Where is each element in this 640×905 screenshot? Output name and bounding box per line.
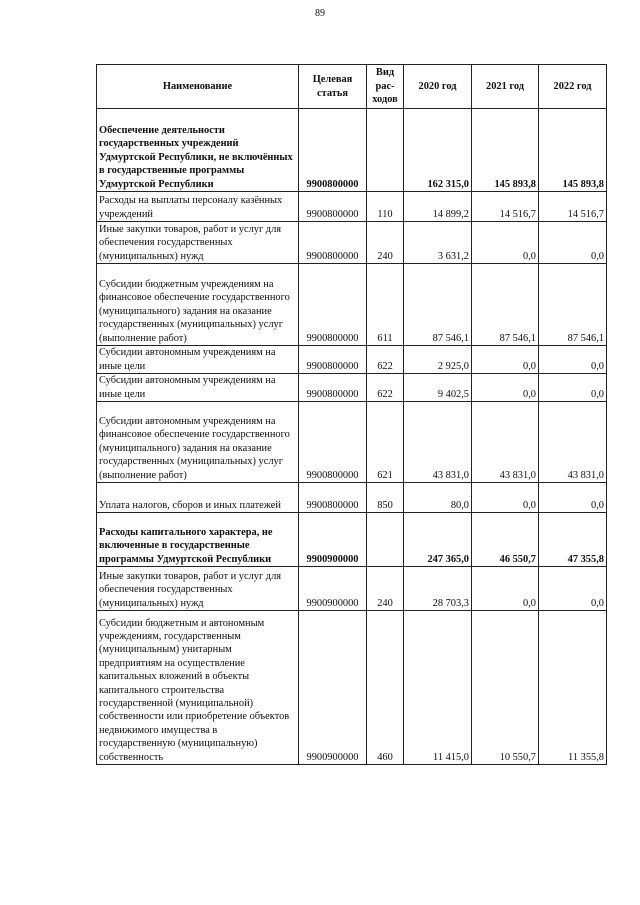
row-value-2021: 0,0 bbox=[472, 346, 539, 374]
row-value-2020: 9 402,5 bbox=[404, 374, 472, 402]
row-expense-kind: 622 bbox=[367, 374, 404, 402]
table-row bbox=[97, 192, 607, 222]
header-expense-kind: Вид рас-ходов bbox=[367, 65, 404, 109]
row-value-2020: 247 365,0 bbox=[404, 513, 472, 567]
row-value-2022: 14 516,7 bbox=[539, 192, 607, 222]
row-value-2022: 0,0 bbox=[539, 222, 607, 264]
row-target-article: 9900800000 bbox=[299, 222, 367, 264]
row-target-article: 9900800000 bbox=[299, 402, 367, 483]
row-value-2021: 43 831,0 bbox=[472, 402, 539, 483]
row-expense-kind: 460 bbox=[367, 611, 404, 765]
table-row bbox=[97, 513, 607, 567]
table-row bbox=[97, 567, 607, 611]
row-name: Обеспечение деятельности государственных учреждений Удмуртской Республики, не включённых в государственные программы Удмуртской Республики bbox=[97, 109, 299, 192]
row-target-article: 9900900000 bbox=[299, 513, 367, 567]
table-row bbox=[97, 264, 607, 346]
table-row bbox=[97, 346, 607, 374]
row-target-article: 9900800000 bbox=[299, 264, 367, 346]
row-expense-kind: 622 bbox=[367, 346, 404, 374]
row-name: Субсидии автономным учреждениям на иные цели bbox=[97, 374, 299, 402]
row-value-2022: 0,0 bbox=[539, 567, 607, 611]
row-value-2020: 14 899,2 bbox=[404, 192, 472, 222]
header-name: Наименование bbox=[97, 65, 299, 109]
header-2021: 2021 год bbox=[472, 65, 539, 109]
row-expense-kind: 240 bbox=[367, 567, 404, 611]
row-expense-kind bbox=[367, 109, 404, 192]
row-value-2020: 162 315,0 bbox=[404, 109, 472, 192]
row-value-2022: 47 355,8 bbox=[539, 513, 607, 567]
row-value-2020: 2 925,0 bbox=[404, 346, 472, 374]
row-expense-kind: 240 bbox=[367, 222, 404, 264]
row-name: Субсидии автономным учреждениям на иные цели bbox=[97, 346, 299, 374]
row-name: Уплата налогов, сборов и иных платежей bbox=[97, 483, 299, 513]
row-value-2021: 10 550,7 bbox=[472, 611, 539, 765]
row-value-2020: 87 546,1 bbox=[404, 264, 472, 346]
row-name: Субсидии бюджетным и автономным учреждениям, государственным (муниципальным) унитарным предприятиям на осуществление капитальных вложений в объекты капитального строительства государственной (муниципальной) собственности или приобретение объектов недвижимого имущества в государственную (муниципальную) собственность bbox=[97, 611, 299, 765]
header-2020: 2020 год bbox=[404, 65, 472, 109]
budget-table bbox=[96, 64, 607, 765]
header-2022: 2022 год bbox=[539, 65, 607, 109]
row-expense-kind: 621 bbox=[367, 402, 404, 483]
row-value-2022: 0,0 bbox=[539, 346, 607, 374]
row-expense-kind: 110 bbox=[367, 192, 404, 222]
row-target-article: 9900800000 bbox=[299, 192, 367, 222]
table-row bbox=[97, 483, 607, 513]
row-name: Субсидии автономным учреждениям на финансовое обеспечение государственного (муниципального) задания на оказание государственных (муниципальных) услуг (выполнение работ) bbox=[97, 402, 299, 483]
row-name: Субсидии бюджетным учреждениям на финансовое обеспечение государственного (муниципального) задания на оказание государственных (муниципальных) услуг (выполнение работ) bbox=[97, 264, 299, 346]
row-expense-kind: 850 bbox=[367, 483, 404, 513]
row-value-2021: 46 550,7 bbox=[472, 513, 539, 567]
row-value-2021: 0,0 bbox=[472, 374, 539, 402]
row-value-2022: 0,0 bbox=[539, 374, 607, 402]
row-value-2020: 3 631,2 bbox=[404, 222, 472, 264]
row-value-2021: 0,0 bbox=[472, 483, 539, 513]
row-target-article: 9900800000 bbox=[299, 374, 367, 402]
row-name: Иные закупки товаров, работ и услуг для обеспечения государственных (муниципальных) нужд bbox=[97, 567, 299, 611]
table-row bbox=[97, 109, 607, 192]
table-row bbox=[97, 611, 607, 765]
header-target-article: Целевая статья bbox=[299, 65, 367, 109]
row-name: Расходы на выплаты персоналу казённых учреждений bbox=[97, 192, 299, 222]
row-expense-kind: 611 bbox=[367, 264, 404, 346]
row-target-article: 9900900000 bbox=[299, 567, 367, 611]
row-target-article: 9900800000 bbox=[299, 346, 367, 374]
row-value-2022: 43 831,0 bbox=[539, 402, 607, 483]
table-row bbox=[97, 374, 607, 402]
row-value-2021: 0,0 bbox=[472, 222, 539, 264]
row-value-2022: 145 893,8 bbox=[539, 109, 607, 192]
row-name: Иные закупки товаров, работ и услуг для обеспечения государственных (муниципальных) нужд bbox=[97, 222, 299, 264]
table-row bbox=[97, 222, 607, 264]
row-value-2022: 87 546,1 bbox=[539, 264, 607, 346]
page-number: 89 bbox=[315, 8, 325, 19]
row-name: Расходы капитального характера, не включенные в государственные программы Удмуртской Республики bbox=[97, 513, 299, 567]
row-target-article: 9900800000 bbox=[299, 483, 367, 513]
row-value-2021: 145 893,8 bbox=[472, 109, 539, 192]
row-value-2020: 28 703,3 bbox=[404, 567, 472, 611]
row-expense-kind bbox=[367, 513, 404, 567]
row-value-2021: 0,0 bbox=[472, 567, 539, 611]
row-value-2022: 11 355,8 bbox=[539, 611, 607, 765]
row-target-article: 9900800000 bbox=[299, 109, 367, 192]
table-row bbox=[97, 402, 607, 483]
row-value-2022: 0,0 bbox=[539, 483, 607, 513]
row-value-2020: 80,0 bbox=[404, 483, 472, 513]
table-header-row bbox=[97, 65, 607, 109]
row-target-article: 9900900000 bbox=[299, 611, 367, 765]
row-value-2021: 87 546,1 bbox=[472, 264, 539, 346]
row-value-2020: 11 415,0 bbox=[404, 611, 472, 765]
row-value-2020: 43 831,0 bbox=[404, 402, 472, 483]
row-value-2021: 14 516,7 bbox=[472, 192, 539, 222]
